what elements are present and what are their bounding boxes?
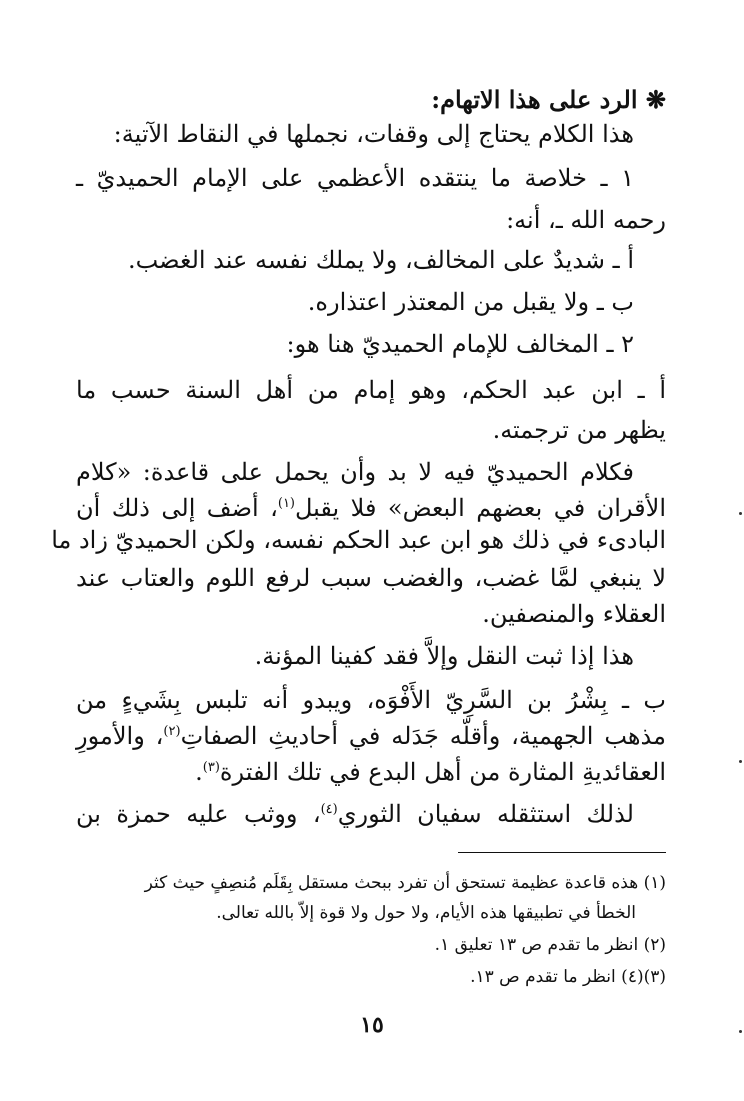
paragraph-line: البادىء في ذلك هو ابن عبد الحكم نفسه، ولكن الحميديّ زاد ما — [51, 526, 666, 554]
paragraph-line — [76, 492, 666, 524]
paragraph-line — [76, 798, 634, 830]
text-span: الأقران في بعضهم البعض» فلا يقبل — [295, 494, 667, 522]
heading-bullet-icon: ❋ — [645, 85, 666, 114]
text-span: مذهب الجهمية، وأقلّه جَدَله في أحاديثِ الصفاتِ — [180, 722, 666, 750]
footnote-ref-2[interactable]: (٢) — [163, 724, 181, 739]
paragraph-line: يظهر من ترجمته. — [492, 416, 666, 444]
sub-point-a-line: أ ـ شديدٌ على المخالف، ولا يملك نفسه عند الغضب. — [127, 246, 634, 274]
footnote-divider — [458, 852, 666, 853]
footnote-1-continuation: الخطأ في تطبيقها هذه الأيام، ولا حول ولا قوة إلاّ بالله تعالى. — [216, 903, 636, 923]
point-1-line: ١ ـ خلاصة ما ينتقده الأعظمي على الإمام الحميديّ ـ — [76, 164, 634, 192]
paragraph-line — [76, 720, 666, 752]
text-span: ، والأمورِ — [76, 722, 164, 750]
point-2-line: ٢ ـ المخالف للإمام الحميديّ هنا هو: — [286, 330, 634, 358]
section-heading — [76, 84, 666, 116]
footnote-3-4: (٣)(٤) انظر ما تقدم ص ١٣. — [470, 967, 666, 987]
page-number: ١٥ — [360, 1012, 384, 1038]
sub-point-a-line: أ ـ ابن عبد الحكم، وهو إمام من أهل السنة حسب ما — [76, 376, 666, 404]
paragraph-line: هذا إذا ثبت النقل وإلاَّ فقد كفينا المؤنة. — [254, 642, 634, 670]
paragraph-line: العقلاء والمنصفين. — [482, 600, 666, 628]
text-span: . — [195, 758, 203, 786]
paragraph-line: لا ينبغي لمَّا غضب، والغضب سبب لرفع اللوم والعتاب عند — [76, 564, 666, 592]
paragraph-line: هذا الكلام يحتاج إلى وقفات، نجملها في النقاط الآتية: — [113, 120, 634, 148]
paragraph-line: رحمه الله ـ، أنه: — [506, 206, 666, 234]
paragraph-line: فكلام الحميديّ فيه لا بد وأن يحمل على قاعدة: «كلام — [76, 458, 634, 486]
text-span: ، ووثب عليه حمزة بن — [76, 800, 321, 828]
sub-point-b-line: ب ـ بِشْرُ بن السَّرِيّ الأَفْوَه، ويبدو أنه تلبس بِشَيءٍ من — [76, 686, 666, 714]
footnote-ref-1[interactable]: (١) — [277, 496, 295, 511]
text-span: العقائديةِ المثارة من أهل البدع في تلك الفترة — [219, 758, 666, 786]
scan-mark — [739, 512, 742, 515]
scan-mark — [739, 1030, 742, 1033]
footnote-ref-4[interactable]: (٤) — [320, 802, 338, 817]
paragraph-line — [76, 756, 666, 788]
heading-text: الرد على هذا الاتهام: — [431, 85, 638, 114]
text-span: لذلك استثقله سفيان الثوري — [337, 800, 634, 828]
footnote-ref-3[interactable]: (٣) — [202, 760, 220, 775]
scan-mark — [739, 760, 742, 763]
footnote-2: (٢) انظر ما تقدم ص ١٣ تعليق ١. — [434, 935, 666, 955]
text-span: ، أضف إلى ذلك أن — [76, 494, 278, 522]
footnote-1: (١) هذه قاعدة عظيمة تستحق أن تفرد ببحث مستقل بِقَلَم مُنصِفٍ حيث كثر — [144, 873, 666, 893]
sub-point-b-line: ب ـ ولا يقبل من المعتذر اعتذاره. — [307, 288, 634, 316]
